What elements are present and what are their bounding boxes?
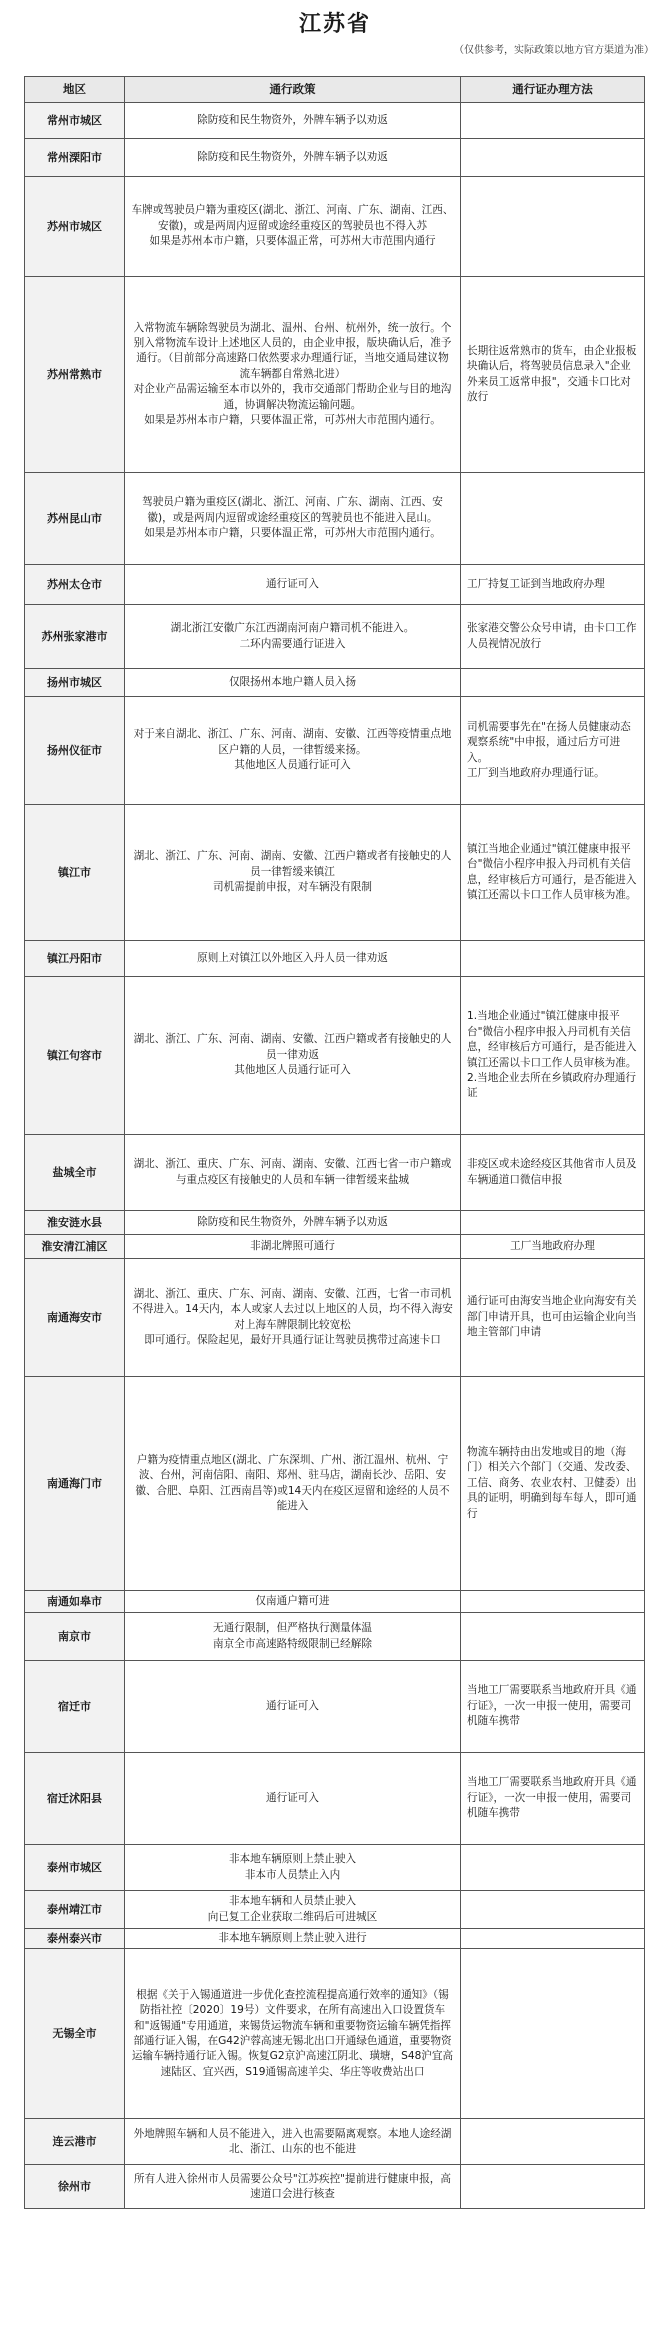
table-row — [25, 1135, 645, 1211]
method-cell — [461, 1211, 645, 1235]
table-row — [25, 697, 645, 805]
table-row — [25, 1845, 645, 1891]
policy-cell: 通行证可入 — [125, 565, 461, 605]
table-row — [25, 2165, 645, 2209]
policy-cell: 非湖北牌照可通行 — [125, 1235, 461, 1259]
region-cell: 苏州昆山市 — [25, 473, 125, 565]
region-cell: 南通海安市 — [25, 1259, 125, 1377]
table-row — [25, 103, 645, 139]
method-cell: 工厂当地政府办理 — [461, 1235, 645, 1259]
method-cell — [461, 1591, 645, 1613]
region-cell: 宿迁沭阳县 — [25, 1753, 125, 1845]
region-cell: 无锡全市 — [25, 1949, 125, 2119]
policy-cell: 仅南通户籍可进 — [125, 1591, 461, 1613]
region-cell: 泰州泰兴市 — [25, 1929, 125, 1949]
region-cell: 连云港市 — [25, 2119, 125, 2165]
policy-cell: 湖北浙江安徽广东江西湖南河南户籍司机不能进入。 二环内需要通行证进入 — [125, 605, 461, 669]
table-row — [25, 1211, 645, 1235]
region-cell: 扬州市城区 — [25, 669, 125, 697]
disclaimer-note: （仅供参考，实际政策以地方官方渠道为准） — [454, 45, 654, 56]
page-title: 江苏省 — [298, 12, 371, 37]
policy-cell: 湖北、浙江、重庆、广东、河南、湖南、安徽、江西，七省一市司机不得进入。14天内，本人或家人去过以上地区的人员，均不得入海安 对上海车牌限制比较宽松 即可通行。保险起见，最好开具通行证让驾驶员携带过高速卡口 — [125, 1259, 461, 1377]
header-policy: 通行政策 — [125, 77, 461, 103]
table-row — [25, 605, 645, 669]
policy-cell: 户籍为疫情重点地区(湖北、广东深圳、广州、浙江温州、杭州、宁波、台州，河南信阳、南阳、郑州、驻马店，湖南长沙、岳阳、安徽、合肥、阜阳、江西南昌等)或14天内在疫区逗留和途经的人员不能进入 — [125, 1377, 461, 1591]
policy-cell: 所有人进入徐州市人员需要公众号"江苏疾控"提前进行健康申报，高速道口会进行核查 — [125, 2165, 461, 2209]
policy-cell: 除防疫和民生物资外，外牌车辆予以劝返 — [125, 103, 461, 139]
region-cell: 南京市 — [25, 1613, 125, 1661]
region-cell: 镇江丹阳市 — [25, 941, 125, 977]
policy-cell: 原则上对镇江以外地区入丹人员一律劝返 — [125, 941, 461, 977]
table-row — [25, 1949, 645, 2119]
region-cell: 苏州市城区 — [25, 177, 125, 277]
method-cell — [461, 177, 645, 277]
policy-cell: 通行证可入 — [125, 1661, 461, 1753]
table-row — [25, 941, 645, 977]
region-cell: 淮安涟水县 — [25, 1211, 125, 1235]
table-row — [25, 1235, 645, 1259]
method-cell: 长期往返常熟市的货车，由企业报板块确认后，将驾驶员信息录入"企业外来员工返常申报"，交通卡口比对放行 — [461, 277, 645, 473]
method-cell: 非疫区或未途经疫区其他省市人员及车辆通道口微信申报 — [461, 1135, 645, 1211]
region-cell: 苏州太仓市 — [25, 565, 125, 605]
method-cell — [461, 941, 645, 977]
region-cell: 泰州市城区 — [25, 1845, 125, 1891]
policy-cell: 湖北、浙江、重庆、广东、河南、湖南、安徽、江西七省一市户籍或与重点疫区有接触史的人员和车辆一律暂缓来盐城 — [125, 1135, 461, 1211]
policy-cell: 入常物流车辆除驾驶员为湖北、温州、台州、杭州外，统一放行。个别入常物流车设计上述地区人员的，由企业申报，版块确认后，准予通行。（目前部分高速路口依然要求办理通行证，当地交通局建议物流车辆都自常熟北进） 对企业产品需运输至本市以外的，我市交通部门帮助企业与目的地沟通，协调解决物流运输问题。 如果是苏州本市户籍，只要体温正常，可苏州大市范围内通行。 — [125, 277, 461, 473]
policy-cell: 除防疫和民生物资外，外牌车辆予以劝返 — [125, 139, 461, 177]
table-row — [25, 177, 645, 277]
region-cell: 南通如皋市 — [25, 1591, 125, 1613]
region-cell: 镇江句容市 — [25, 977, 125, 1135]
table-row — [25, 473, 645, 565]
policy-cell: 驾驶员户籍为重疫区(湖北、浙江、河南、广东、湖南、江西、安徽)，或是两周内逗留或途经重疫区的驾驶员也不能进入昆山。 如果是苏州本市户籍，只要体温正常，可苏州大市范围内通行。 — [125, 473, 461, 565]
table-row — [25, 805, 645, 941]
method-cell: 当地工厂需要联系当地政府开具《通行证》，一次一申报一使用，需要司机随车携带 — [461, 1661, 645, 1753]
region-cell: 镇江市 — [25, 805, 125, 941]
method-cell: 1.当地企业通过"镇江健康申报平台"微信小程序申报入丹司机有关信息，经审核后方可通行，是否能进入镇江还需以卡口工作人员审核为准。 2.当地企业去所在乡镇政府办理通行证 — [461, 977, 645, 1135]
table-row — [25, 139, 645, 177]
method-cell: 当地工厂需要联系当地政府开具《通行证》，一次一申报一使用，需要司机随车携带 — [461, 1753, 645, 1845]
region-cell: 泰州靖江市 — [25, 1891, 125, 1929]
method-cell: 司机需要事先在"在扬人员健康动态观察系统"中申报，通过后方可进入。 工厂到当地政府办理通行证。 — [461, 697, 645, 805]
region-cell: 徐州市 — [25, 2165, 125, 2209]
table-row — [25, 1259, 645, 1377]
region-cell: 淮安清江浦区 — [25, 1235, 125, 1259]
table-row — [25, 1891, 645, 1929]
table-row — [25, 1929, 645, 1949]
policy-cell: 非本地车辆原则上禁止驶入进行 — [125, 1929, 461, 1949]
region-cell: 常州市城区 — [25, 103, 125, 139]
table-row — [25, 977, 645, 1135]
policy-cell: 无通行限制，但严格执行测量体温 南京全市高速路特级限制已经解除 — [125, 1613, 461, 1661]
table-row — [25, 669, 645, 697]
policy-cell: 仅限扬州本地户籍人员入扬 — [125, 669, 461, 697]
method-cell — [461, 1845, 645, 1891]
method-cell — [461, 2165, 645, 2209]
method-cell — [461, 1613, 645, 1661]
region-cell: 宿迁市 — [25, 1661, 125, 1753]
table-row — [25, 1753, 645, 1845]
table-row — [25, 1613, 645, 1661]
policy-cell: 非本地车辆原则上禁止驶入 非本市人员禁止入内 — [125, 1845, 461, 1891]
method-cell: 镇江当地企业通过"镇江健康申报平台"微信小程序申报入丹司机有关信息，经审核后方可通行，是否能进入镇江还需以卡口工作人员审核为准。 — [461, 805, 645, 941]
header-region: 地区 — [25, 77, 125, 103]
table-row — [25, 1591, 645, 1613]
policy-cell: 车牌或驾驶员户籍为重疫区(湖北、浙江、河南、广东、湖南、江西、安徽)，或是两周内逗留或途经重疫区的驾驶员也不得入苏 如果是苏州本市户籍，只要体温正常，可苏州大市范围内通行 — [125, 177, 461, 277]
table-row — [25, 565, 645, 605]
method-cell: 工厂持复工证到当地政府办理 — [461, 565, 645, 605]
method-cell — [461, 473, 645, 565]
region-cell: 苏州常熟市 — [25, 277, 125, 473]
table-row — [25, 277, 645, 473]
table-row — [25, 2119, 645, 2165]
policy-cell: 湖北、浙江、广东、河南、湖南、安徽、江西户籍或者有接触史的人员一律暂缓来镇江 司机需提前申报，对车辆没有限制 — [125, 805, 461, 941]
policy-cell: 非本地车辆和人员禁止驶入 向已复工企业获取二维码后可进城区 — [125, 1891, 461, 1929]
table-row — [25, 1661, 645, 1753]
policy-cell: 通行证可入 — [125, 1753, 461, 1845]
method-cell — [461, 2119, 645, 2165]
method-cell — [461, 669, 645, 697]
policy-cell: 外地牌照车辆和人员不能进入，进入也需要隔离观察。本地人途经湖北、浙江、山东的也不能进 — [125, 2119, 461, 2165]
method-cell — [461, 1929, 645, 1949]
method-cell: 通行证可由海安当地企业向海安有关部门申请开具，也可由运输企业向当地主管部门申请 — [461, 1259, 645, 1377]
table-row — [25, 1377, 645, 1591]
policy-cell: 根据《关于入锡通道进一步优化查控流程提高通行效率的通知》（锡防指社控〔2020〕19号）文件要求，在所有高速出入口设置货车和"返锡通"专用通道，来锡货运物流车辆和重要物资运输车辆凭指挥部通行证入锡，在G42沪蓉高速无锡北出口开通绿色通道，重要物资运输车辆持通行证入锡。恢复G2京沪高速江阴北、璜塘，S48沪宜高速陆区、宜兴西，S19通锡高速羊尖、华庄等收费站出口 — [125, 1949, 461, 2119]
region-cell: 盐城全市 — [25, 1135, 125, 1211]
region-cell: 苏州张家港市 — [25, 605, 125, 669]
policy-cell: 湖北、浙江、广东、河南、湖南、安徽、江西户籍或者有接触史的人员一律劝返 其他地区人员通行证可入 — [125, 977, 461, 1135]
policy-cell: 对于来自湖北、浙江、广东、河南、湖南、安徽、江西等疫情重点地区户籍的人员，一律暂缓来扬。 其他地区人员通行证可入 — [125, 697, 461, 805]
method-cell — [461, 103, 645, 139]
method-cell — [461, 1949, 645, 2119]
method-cell: 物流车辆持由出发地或目的地（海门）相关六个部门（交通、发改委、工信、商务、农业农村、卫健委）出具的证明，明确到每车每人，即可通行 — [461, 1377, 645, 1591]
region-cell: 常州溧阳市 — [25, 139, 125, 177]
region-cell: 扬州仪征市 — [25, 697, 125, 805]
method-cell — [461, 139, 645, 177]
policy-table — [24, 76, 645, 2209]
region-cell: 南通海门市 — [25, 1377, 125, 1591]
policy-cell: 除防疫和民生物资外，外牌车辆予以劝返 — [125, 1211, 461, 1235]
table-header-row — [25, 77, 645, 103]
header-method: 通行证办理方法 — [461, 77, 645, 103]
method-cell: 张家港交警公众号申请，由卡口工作人员视情况放行 — [461, 605, 645, 669]
method-cell — [461, 1891, 645, 1929]
